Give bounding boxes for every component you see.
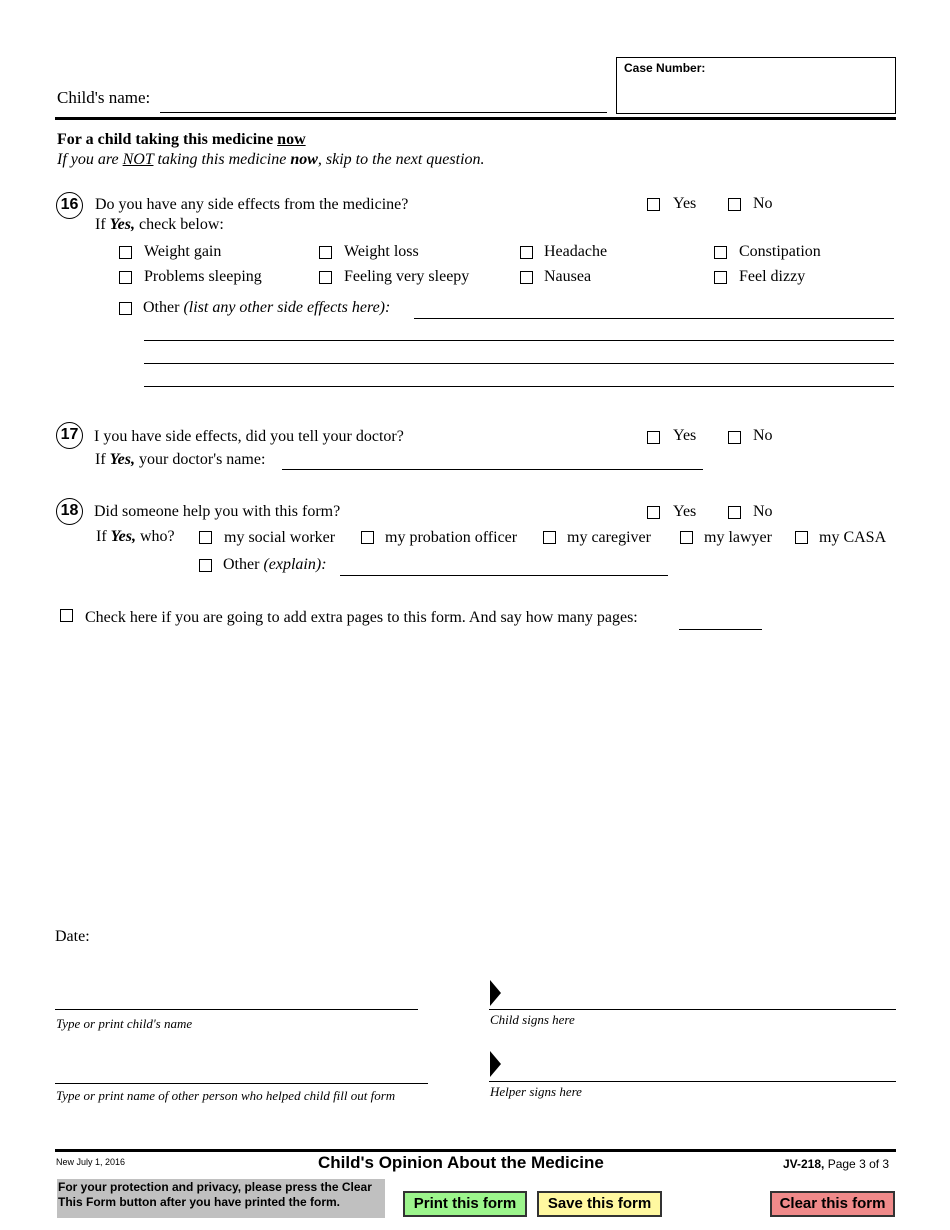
q18-if-a: If (96, 528, 111, 545)
child-signature-field[interactable] (489, 1009, 896, 1010)
q16-feel-dizzy-label: Feel dizzy (739, 268, 806, 285)
child-sign-caption: Child signs here (490, 1012, 575, 1027)
q16-nausea-checkbox[interactable] (520, 271, 533, 284)
extra-pages-label: Check here if you are going to add extra pages to this form. And say how many pages: (85, 609, 638, 626)
footer-page-info (783, 1157, 889, 1171)
q16-feel-dizzy-checkbox[interactable] (714, 271, 727, 284)
q16-other-line-1[interactable] (414, 318, 894, 319)
q16-if-c: check below: (134, 216, 224, 233)
q18-yes-label: Yes (673, 503, 697, 520)
section-title (57, 131, 306, 149)
q18-probation-officer-checkbox[interactable] (361, 531, 374, 544)
clear-form-button[interactable]: Clear this form (770, 1191, 895, 1217)
extra-pages-count-field[interactable] (679, 629, 762, 630)
q18-caregiver-checkbox[interactable] (543, 531, 556, 544)
q16-weight-loss-checkbox[interactable] (319, 246, 332, 259)
q18-no-checkbox[interactable] (728, 506, 741, 519)
q16-other-line-3[interactable] (144, 363, 894, 364)
q16-if-b: Yes, (109, 216, 135, 233)
header-rule (55, 117, 896, 120)
q18-social-worker-checkbox[interactable] (199, 531, 212, 544)
q18-caregiver-label: my caregiver (567, 529, 651, 546)
q18-if-yes (96, 528, 175, 546)
child-name-label: Child's name: (57, 88, 151, 107)
q16-other-checkbox[interactable] (119, 302, 132, 315)
q16-no-checkbox[interactable] (728, 198, 741, 211)
q16-number: 16 (56, 192, 83, 219)
extra-pages-checkbox[interactable] (60, 609, 73, 622)
q16-problems-sleeping-label: Problems sleeping (144, 268, 262, 285)
sub-c: taking this medicine (153, 151, 291, 168)
q18-number: 18 (56, 498, 83, 525)
helper-signature-field[interactable] (489, 1081, 896, 1082)
q18-lawyer-label: my lawyer (704, 529, 772, 546)
q17-number: 17 (56, 422, 83, 449)
child-name-caption: Type or print child's name (56, 1016, 193, 1031)
sub-not: NOT (122, 151, 154, 168)
q16-weight-gain-label: Weight gain (144, 243, 222, 260)
q17-if-c: your doctor's name: (134, 451, 266, 468)
q18-social-worker-label: my social worker (224, 529, 336, 546)
q16-very-sleepy-checkbox[interactable] (319, 271, 332, 284)
section-title-now: now (277, 131, 306, 148)
section-title-text: For a child taking this medicine (57, 131, 278, 148)
q18-if-b: Yes, (110, 528, 136, 545)
section-subtitle (57, 151, 485, 169)
q17-yes-label: Yes (673, 427, 697, 444)
helper-sign-arrow-icon (490, 1051, 501, 1077)
q17-no-label: No (753, 427, 773, 444)
footer-title: Child's Opinion About the Medicine (318, 1153, 604, 1172)
q18-other-hint: (explain): (263, 556, 327, 573)
q16-constipation-checkbox[interactable] (714, 246, 727, 259)
helper-name-print-field[interactable] (55, 1083, 428, 1084)
q16-question: Do you have any side effects from the medicine? (95, 196, 409, 213)
q17-no-checkbox[interactable] (728, 431, 741, 444)
q17-if-yes (95, 451, 265, 469)
q16-very-sleepy-label: Feeling very sleepy (344, 268, 470, 285)
q17-question: I you have side effects, did you tell your doctor? (94, 428, 404, 445)
q16-if-yes (95, 216, 224, 234)
q16-yes-checkbox[interactable] (647, 198, 660, 211)
privacy-note: For your protection and privacy, please press the Clear This Form button after you have printed the form. (57, 1179, 385, 1218)
q18-yes-checkbox[interactable] (647, 506, 660, 519)
q16-if-a: If (95, 216, 110, 233)
q17-yes-checkbox[interactable] (647, 431, 660, 444)
helper-name-caption: Type or print name of other person who helped child fill out form (56, 1088, 396, 1103)
q16-headache-label: Headache (544, 243, 608, 260)
q16-weight-gain-checkbox[interactable] (119, 246, 132, 259)
q16-weight-loss-label: Weight loss (344, 243, 419, 260)
child-name-print-field[interactable] (55, 1009, 418, 1010)
q16-other-label (143, 299, 390, 317)
q16-other-text: Other (143, 299, 184, 316)
q16-no-label: No (753, 195, 773, 212)
q16-yes-label: Yes (673, 195, 697, 212)
sub-e: , skip to the next question. (317, 151, 485, 168)
footer-page-number: Page 3 of 3 (824, 1157, 890, 1171)
q18-if-c: who? (135, 528, 175, 545)
q17-doctor-name-field[interactable] (282, 469, 703, 470)
q18-probation-officer-label: my probation officer (385, 529, 518, 546)
footer-new-date: New July 1, 2016 (56, 1157, 126, 1167)
child-name-field[interactable] (160, 112, 607, 113)
q16-other-line-2[interactable] (144, 340, 894, 341)
footer-rule (55, 1149, 896, 1152)
q18-no-label: No (753, 503, 773, 520)
case-number-label: Case Number: (624, 61, 706, 75)
q16-nausea-label: Nausea (544, 268, 592, 285)
helper-sign-caption: Helper signs here (490, 1084, 582, 1099)
q16-other-hint: (list any other side effects here): (183, 299, 391, 316)
q18-other-explain-field[interactable] (340, 575, 668, 576)
print-form-button[interactable]: Print this form (403, 1191, 527, 1217)
q17-if-b: Yes, (109, 451, 135, 468)
q18-casa-label: my CASA (819, 529, 887, 546)
q18-lawyer-checkbox[interactable] (680, 531, 693, 544)
q18-other-text: Other (223, 556, 264, 573)
footer-form-id: JV-218, (783, 1157, 825, 1171)
date-label: Date: (55, 928, 90, 945)
q16-headache-checkbox[interactable] (520, 246, 533, 259)
q17-if-a: If (95, 451, 110, 468)
case-number-box[interactable] (616, 57, 896, 114)
q16-constipation-label: Constipation (739, 243, 821, 260)
q18-other-checkbox[interactable] (199, 559, 212, 572)
sub-now: now (290, 151, 318, 168)
save-form-button[interactable]: Save this form (537, 1191, 662, 1217)
child-sign-arrow-icon (490, 980, 501, 1006)
q16-other-line-4[interactable] (144, 386, 894, 387)
q18-casa-checkbox[interactable] (795, 531, 808, 544)
sub-a: If you are (57, 151, 123, 168)
q18-other-label (223, 556, 327, 574)
q18-question: Did someone help you with this form? (94, 503, 341, 520)
q16-problems-sleeping-checkbox[interactable] (119, 271, 132, 284)
